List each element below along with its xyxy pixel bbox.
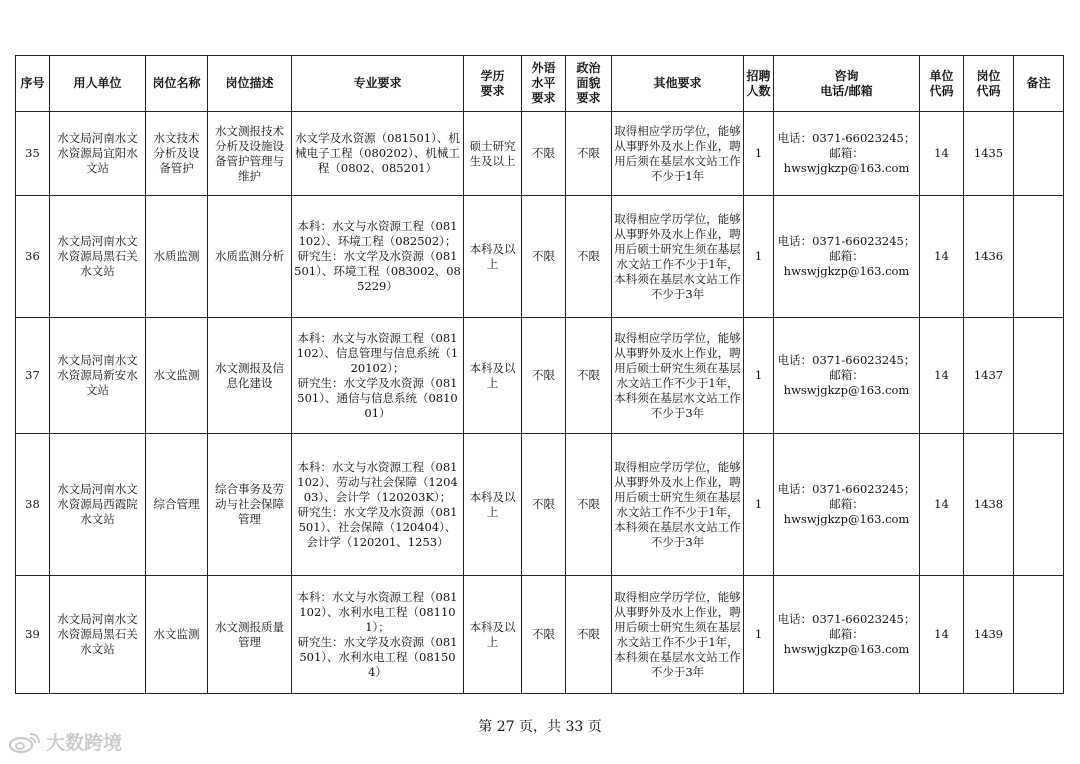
major-requirement-cell xyxy=(292,112,464,196)
contact-mail-label: 邮箱： xyxy=(829,497,864,511)
political-status-cell: 不限 xyxy=(566,318,612,434)
employer-cell: 水文局河南水文水资源局黑石关水文站 xyxy=(50,196,146,318)
header-contact-line: 咨询 xyxy=(834,68,859,83)
table-body xyxy=(16,112,1064,694)
major-requirement-cell xyxy=(292,576,464,694)
header-edu-line: 要求 xyxy=(480,83,505,98)
contact-cell xyxy=(774,434,920,576)
header-lang-line: 水平 xyxy=(531,76,556,90)
contact-phone: 电话：0371-66023245； xyxy=(777,482,916,496)
table-row xyxy=(16,576,1064,694)
header-major xyxy=(292,56,464,112)
major-requirement-line: 水文学及水资源（081501）、机械电子工程（080202）、机械工程（0802、085201） xyxy=(295,131,460,175)
contact-email: hwswjgkzp@163.com xyxy=(783,512,910,526)
header-unit-code-line: 单位 xyxy=(929,68,954,83)
watermark-text: 大数跨境 xyxy=(46,732,123,754)
political-status-cell: 不限 xyxy=(566,576,612,694)
header-unit-line: 用人单位 xyxy=(73,76,122,90)
post-code-cell: 1436 xyxy=(964,196,1014,318)
contact-phone: 电话：0371-66023245； xyxy=(777,612,916,626)
contact-phone: 电话：0371-66023245； xyxy=(777,353,916,367)
note-cell xyxy=(1014,434,1064,576)
political-status-cell: 不限 xyxy=(566,196,612,318)
major-requirement-line: 研究生：水文学及水资源（081501）、社会保障（120404）、会计学（120201、1253） xyxy=(297,504,458,549)
header-desc xyxy=(208,56,292,112)
header-lang-line: 外语 xyxy=(531,61,556,75)
contact-cell xyxy=(774,318,920,434)
contact-cell xyxy=(774,196,920,318)
major-requirement-line: 本科：水文与水资源工程（081102）、劳动与社会保障（120403）、会计学（120203K）； xyxy=(297,459,458,504)
header-politic-line: 面貌 xyxy=(576,76,601,90)
header-other xyxy=(612,56,744,112)
post-description-cell: 综合事务及劳动与社会保障管理 xyxy=(208,434,292,576)
major-requirement-cell xyxy=(292,318,464,434)
contact-phone: 电话：0371-66023245； xyxy=(777,131,916,145)
employer-cell: 水文局河南水文水资源局宜阳水文站 xyxy=(50,112,146,196)
major-requirement-line: 本科：水文与水资源工程（081102）、水利水电工程（081101）； xyxy=(297,589,458,634)
header-contact xyxy=(774,56,920,112)
major-requirement-cell xyxy=(292,196,464,318)
post-code-cell: 1435 xyxy=(964,112,1014,196)
table-header-row xyxy=(16,56,1064,112)
header-politic xyxy=(566,56,612,112)
post-name-cell: 水文监测 xyxy=(146,576,208,694)
contact-mail-label: 邮箱： xyxy=(829,146,864,160)
header-unit-code xyxy=(920,56,964,112)
unit-code-cell: 14 xyxy=(920,112,964,196)
weibo-logo-icon xyxy=(8,730,42,754)
unit-code-cell: 14 xyxy=(920,576,964,694)
header-lang-line: 要求 xyxy=(531,91,556,105)
page-number-footer: 第 27 页，共 33 页 xyxy=(478,719,602,735)
employer-cell: 水文局河南水文水资源局黑石关水文站 xyxy=(50,576,146,694)
post-code-cell: 1439 xyxy=(964,576,1014,694)
header-post-code xyxy=(964,56,1014,112)
post-name-cell: 综合管理 xyxy=(146,434,208,576)
other-requirement-cell: 取得相应学历学位，能够从事野外及水上作业，聘用后硕士研究生须在基层水文站工作不少于1年，本科须在基层水文站工作不少于3年 xyxy=(612,318,744,434)
employer-cell: 水文局河南水文水资源局西霞院水文站 xyxy=(50,434,146,576)
contact-mail-label: 邮箱： xyxy=(829,368,864,382)
header-post-code-line: 代码 xyxy=(976,83,1001,98)
note-cell xyxy=(1014,318,1064,434)
headcount-cell: 1 xyxy=(744,112,774,196)
unit-code-cell: 14 xyxy=(920,434,964,576)
contact-mail-label: 邮箱： xyxy=(829,627,864,641)
post-description-cell: 水文测报及信息化建设 xyxy=(208,318,292,434)
header-post-line: 岗位名称 xyxy=(152,76,201,90)
contact-cell xyxy=(774,576,920,694)
post-description-cell: 水文测报质量管理 xyxy=(208,576,292,694)
major-requirement-line: 本科：水文与水资源工程（081102）、信息管理与信息系统（120102）； xyxy=(296,330,459,375)
header-count xyxy=(744,56,774,112)
headcount-cell: 1 xyxy=(744,434,774,576)
other-requirement-cell: 取得相应学历学位，能够从事野外及水上作业，聘用后须在基层水文站工作不少于1年 xyxy=(612,112,744,196)
unit-code-cell: 14 xyxy=(920,318,964,434)
header-lang xyxy=(522,56,566,112)
header-other-line: 其他要求 xyxy=(653,76,702,90)
table-row xyxy=(16,434,1064,576)
header-no xyxy=(16,56,50,112)
header-count-line: 人数 xyxy=(746,83,771,98)
header-no-line: 序号 xyxy=(20,76,45,90)
note-cell xyxy=(1014,576,1064,694)
header-politic-line: 要求 xyxy=(576,91,601,105)
language-cell: 不限 xyxy=(522,318,566,434)
recruitment-table xyxy=(15,55,1064,694)
header-note-line: 备注 xyxy=(1026,76,1051,90)
headcount-cell: 1 xyxy=(744,576,774,694)
note-cell xyxy=(1014,112,1064,196)
header-edu xyxy=(464,56,522,112)
table-row xyxy=(16,318,1064,434)
header-politic-line: 政治 xyxy=(576,61,601,75)
post-code-cell: 1438 xyxy=(964,434,1014,576)
education-cell: 本科及以上 xyxy=(464,196,522,318)
political-status-cell: 不限 xyxy=(566,112,612,196)
language-cell: 不限 xyxy=(522,112,566,196)
unit-code-cell: 14 xyxy=(920,196,964,318)
education-cell: 本科及以上 xyxy=(464,576,522,694)
header-edu-line: 学历 xyxy=(480,68,505,83)
major-requirement-line: 研究生：水文学及水资源（081501）、环境工程（083002、085229） xyxy=(294,249,461,293)
recruitment-table-sheet xyxy=(15,55,1064,694)
header-unit-code-line: 代码 xyxy=(929,83,954,98)
contact-email: hwswjgkzp@163.com xyxy=(783,264,910,278)
post-name-cell: 水文监测 xyxy=(146,318,208,434)
headcount-cell: 1 xyxy=(744,196,774,318)
post-code-cell: 1437 xyxy=(964,318,1014,434)
contact-phone: 电话：0371-66023245； xyxy=(777,234,916,248)
table-row xyxy=(16,112,1064,196)
contact-cell xyxy=(774,112,920,196)
contact-mail-label: 邮箱： xyxy=(829,249,864,263)
education-cell: 本科及以上 xyxy=(464,318,522,434)
employer-cell: 水文局河南水文水资源局新安水文站 xyxy=(50,318,146,434)
major-requirement-line: 研究生：水文学及水资源（081501）、通信与信息系统（081001） xyxy=(297,375,458,420)
headcount-cell: 1 xyxy=(744,318,774,434)
note-cell xyxy=(1014,196,1064,318)
header-note xyxy=(1014,56,1064,112)
table-row xyxy=(16,196,1064,318)
other-requirement-cell: 取得相应学历学位，能够从事野外及水上作业，聘用后硕士研究生须在基层水文站工作不少于1年，本科须在基层水文站工作不少于3年 xyxy=(612,434,744,576)
political-status-cell: 不限 xyxy=(566,434,612,576)
other-requirement-cell: 取得相应学历学位，能够从事野外及水上作业，聘用后硕士研究生须在基层水文站工作不少于1年，本科须在基层水文站工作不少于3年 xyxy=(612,576,744,694)
language-cell: 不限 xyxy=(522,196,566,318)
watermark xyxy=(8,728,122,755)
row-number-cell: 38 xyxy=(16,434,50,576)
major-requirement-line: 研究生：水文学及水资源（081501）、水利水电工程（081504） xyxy=(297,634,458,679)
header-post xyxy=(146,56,208,112)
post-description-cell: 水文测报技术分析及设施设备管护管理与维护 xyxy=(208,112,292,196)
post-name-cell: 水质监测 xyxy=(146,196,208,318)
row-number-cell: 35 xyxy=(16,112,50,196)
post-description-cell: 水质监测分析 xyxy=(208,196,292,318)
header-desc-line: 岗位描述 xyxy=(225,76,274,90)
row-number-cell: 37 xyxy=(16,318,50,434)
header-count-line: 招聘 xyxy=(746,68,771,83)
header-major-line: 专业要求 xyxy=(353,76,402,90)
major-requirement-cell xyxy=(292,434,464,576)
contact-email: hwswjgkzp@163.com xyxy=(783,383,910,397)
row-number-cell: 36 xyxy=(16,196,50,318)
row-number-cell: 39 xyxy=(16,576,50,694)
other-requirement-cell: 取得相应学历学位，能够从事野外及水上作业，聘用后硕士研究生须在基层水文站工作不少于1年，本科须在基层水文站工作不少于3年 xyxy=(612,196,744,318)
header-unit xyxy=(50,56,146,112)
contact-email: hwswjgkzp@163.com xyxy=(783,161,910,175)
education-cell: 硕士研究生及以上 xyxy=(464,112,522,196)
education-cell: 本科及以上 xyxy=(464,434,522,576)
header-contact-line: 电话/邮箱 xyxy=(820,83,873,98)
contact-email: hwswjgkzp@163.com xyxy=(783,642,910,656)
post-name-cell: 水文技术分析及设备管护 xyxy=(146,112,208,196)
language-cell: 不限 xyxy=(522,434,566,576)
language-cell: 不限 xyxy=(522,576,566,694)
header-post-code-line: 岗位 xyxy=(976,68,1001,83)
major-requirement-line: 本科：水文与水资源工程（081102）、环境工程（082502）； xyxy=(297,219,458,248)
